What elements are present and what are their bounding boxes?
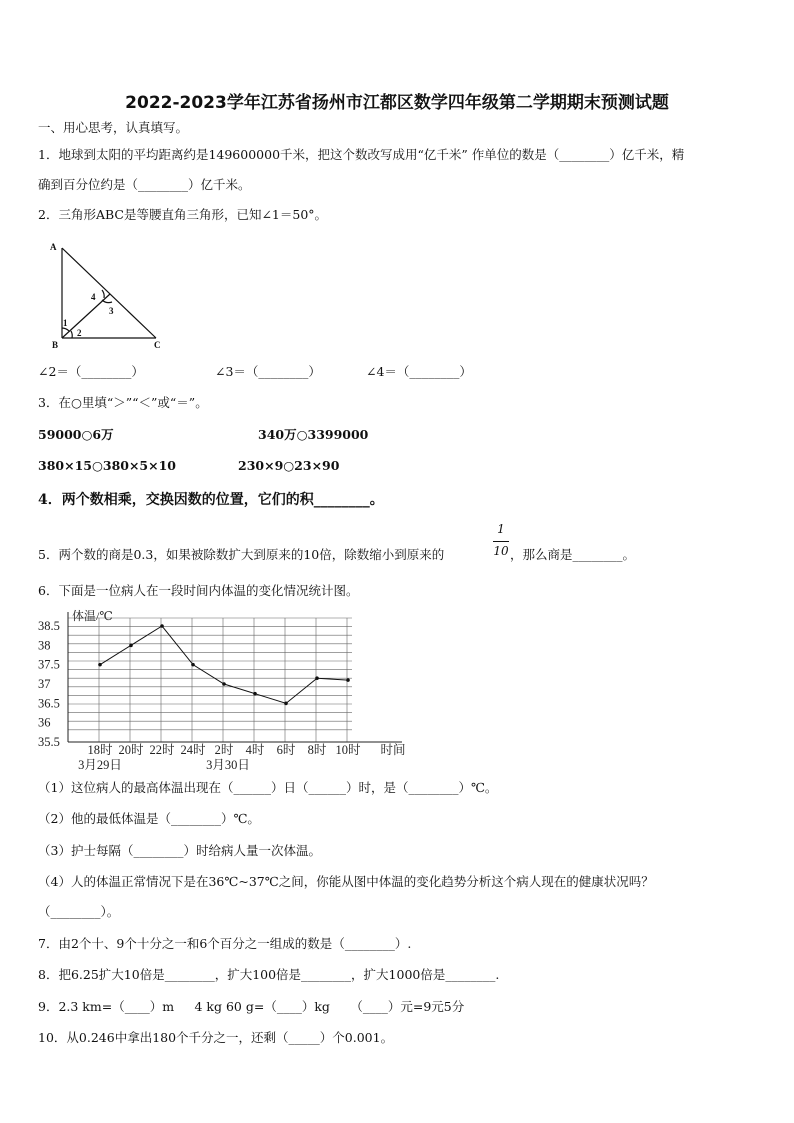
angle-3-label: 3 [109, 306, 114, 316]
q3-item-3: 380×15○380×5×10 [38, 458, 177, 473]
question-3: 3．在○里填“＞”“＜”或“＝”。 [38, 395, 208, 410]
y-tick-label: 37 [38, 677, 51, 691]
data-point [315, 676, 319, 680]
question-1-line-1: 1．地球到太阳的平均距离约是149600000千米，把这个数改写成用“亿千米” 作单位的数是（________）亿千米，精 [38, 147, 685, 162]
triangle-figure [44, 238, 174, 353]
question-5-before: 5．两个数的商是0.3，如果被除数扩大到原来的10倍，除数缩小到原来的 [38, 547, 445, 562]
fraction-numerator: 1 [497, 522, 505, 536]
x-tick-label: 6时 [276, 743, 296, 757]
q3-item-2: 340万○3399000 [258, 427, 369, 442]
question-6-4-blank: （________）。 [38, 904, 120, 919]
question-6-2: （2）他的最低体温是（________）℃。 [38, 811, 260, 826]
data-point [129, 644, 133, 648]
data-point [253, 692, 257, 696]
vertex-b-label: B [52, 340, 59, 350]
angle-3-answer: ∠3＝（________） [215, 364, 321, 379]
chart-grid [68, 618, 352, 742]
x-tick-label: 18时 [87, 743, 113, 757]
x-tick-label: 24时 [180, 743, 206, 757]
question-8: 8．把6.25扩大10倍是________，扩大100倍是________，扩大1000倍是________. [38, 967, 500, 982]
question-6-1: （1）这位病人的最高体温出现在（______）日（______）时，是（________）℃。 [38, 780, 498, 795]
data-point [222, 682, 226, 686]
date-label: 3月29日 [78, 758, 122, 772]
section-heading: 一、用心思考，认真填写。 [38, 120, 189, 135]
angle-2-label: 2 [77, 328, 82, 338]
data-point [98, 663, 102, 667]
q3-item-1: 59000○6万 [38, 427, 114, 442]
angle-1-label: 1 [63, 318, 68, 328]
x-tick-label: 20时 [118, 743, 144, 757]
question-6-3: （3）护士每隔（________）时给病人量一次体温。 [38, 843, 321, 858]
question-2: 2．三角形ABC是等腰直角三角形，已知∠1＝50°。 [38, 207, 328, 222]
y-axis-label: 体温/℃ [72, 609, 113, 623]
data-point [160, 624, 164, 628]
fraction-bar [493, 541, 509, 542]
vertex-a-label: A [50, 242, 57, 252]
angle-2-answer: ∠2＝（________） [38, 364, 144, 379]
x-tick-label: 22时 [149, 743, 175, 757]
page-title: 2022-2023学年江苏省扬州市江都区数学四年级第二学期期末预测试题 [125, 93, 669, 113]
x-tick-label: 4时 [245, 743, 265, 757]
question-7: 7．由2个十、9个十分之一和6个百分之一组成的数是（________）. [38, 936, 412, 951]
question-6-4: （4）人的体温正常情况下是在36℃~37℃之间，你能从图中体温的变化趋势分析这个病人现在的健康状况吗？ [38, 874, 654, 889]
date-label: 3月30日 [206, 758, 250, 772]
question-4: 4．两个数相乘，交换因数的位置，它们的积________。 [38, 492, 384, 508]
temperature-chart [36, 606, 416, 774]
angle-4-label: 4 [91, 292, 96, 302]
angle-2-arc [71, 331, 72, 338]
fraction-denominator: 10 [493, 544, 509, 558]
y-tick-label: 35.5 [38, 735, 60, 749]
data-point [191, 663, 195, 667]
x-tick-label: 2时 [214, 743, 234, 757]
y-tick-label: 38.5 [38, 619, 60, 633]
q3-item-4: 230×9○23×90 [238, 458, 340, 473]
question-1-line-2: 确到百分位约是（________）亿千米。 [38, 177, 251, 192]
y-tick-label: 36 [38, 715, 51, 730]
question-6: 6．下面是一位病人在一段时间内体温的变化情况统计图。 [38, 583, 359, 598]
y-tick-label: 38 [38, 638, 51, 653]
question-5-after: ，那么商是________。 [510, 547, 636, 562]
angle-4-arc [102, 290, 104, 298]
y-tick-label: 37.5 [38, 657, 60, 672]
x-tick-label: 10时 [335, 743, 361, 757]
data-point [346, 678, 350, 682]
vertex-c-label: C [154, 340, 161, 350]
angle-4-answer: ∠4＝（________） [366, 364, 472, 379]
angle-1-arc [62, 328, 69, 331]
x-axis-label: 时间 [380, 743, 406, 757]
data-point [284, 702, 288, 706]
question-10: 10．从0.246中拿出180个千分之一，还剩（_____）个0.001。 [38, 1030, 394, 1045]
temperature-line [100, 626, 348, 703]
x-tick-label: 8时 [307, 743, 327, 757]
question-9: 9．2.3 km=（____）m 4 kg 60 g=（____）kg （____）元=9元5分 [38, 999, 465, 1014]
y-tick-label: 36.5 [38, 696, 60, 711]
